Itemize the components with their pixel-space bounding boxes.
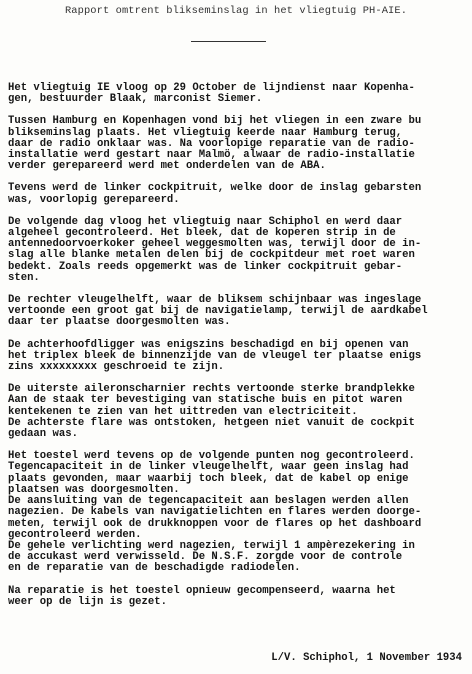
text-line: De uiterste aileronscharnier rechts vertoonde sterke brandplekke [8,383,415,396]
report-paragraph [8,116,466,172]
text-line: sten. [8,271,40,284]
text-line: Na reparatie is het toestel opnieuw gecompenseerd, waarna het [8,584,396,597]
text-line: was, voorlopig gerepareerd. [8,193,180,206]
text-line: nagezien. De kabels van navigatielichten en flares werden doorge- [8,506,422,519]
text-line: De aansluiting van de tegencapaciteit aan beslagen werden allen [8,495,409,508]
text-line: algeheel gecontroleerd. Het bleek, dat de koperen strip in de [8,227,396,240]
text-line: daar ter plaatse doorgesmolten was. [8,316,231,329]
text-line: plaats gevonden, maar waarbij toch bleek, dat de kabel op enige [8,472,409,485]
text-line: Het toestel werd tevens op de volgende punten nog gecontroleerd. [8,450,415,463]
document-title: Rapport omtrent blikseminslag in het vliegtuig PH-AIE. [64,5,408,17]
report-paragraph [8,384,466,440]
report-paragraph [8,295,466,329]
report-paragraph [8,586,466,608]
text-line: blikseminslag plaats. Het vliegtuig keerde naar Hamburg terug, [8,126,403,139]
text-line: installatie werd gestart naar Malmö, alwaar de radio-installatie [8,149,415,162]
text-line: de accukast werd verwisseld. De N.S.F. zorgde voor de controle [8,551,403,564]
text-line: Tevens werd de linker cockpitruit, welke door de inslag gebarsten [8,182,422,195]
report-paragraph [8,340,466,374]
text-line: en de reparatie van de beschadigde radiodelen. [8,562,301,575]
report-paragraph [8,183,466,205]
text-line: Het vliegtuig IE vloog op 29 October de lijndienst naar Kopenha- [8,82,415,94]
text-line: vertoonde een groot gat bij de navigatielamp, terwijl de aardkabel [8,305,428,318]
text-line: De gehele verlichting werd nagezien, terwijl 1 ampèrezekering in [8,539,415,552]
text-line: verder gerepareerd werd met onderdelen van de ABA. [8,160,326,173]
report-paragraph [8,451,466,574]
text-line: antennedoorvoerkoker geheel weggesmolten was, terwijl door de in- [8,238,422,251]
text-line: De volgende dag vloog het vliegtuig naar Schiphol en werd daar [8,215,403,228]
text-line: De achterhoofdligger was enigszins beschadigd en bij openen van [8,338,409,351]
text-line: gedaan was. [8,428,78,441]
text-line: slag alle blanke metalen delen bij de cockpitdeur met roet waren [8,249,415,262]
text-line: bedekt. Zoals reeds opgemerkt was de linker cockpitruit gebar- [8,260,403,273]
signature-line: L/V. Schiphol, 1 November 1934 [271,652,462,664]
text-line: weer op de lijn is gezet. [8,595,167,608]
report-body [8,83,466,619]
report-paragraph [8,217,466,284]
text-line: daar de radio onklaar was. Na voorlopige reparatie van de radio- [8,137,415,150]
text-line: Tegencapaciteit in de linker vleugelhelft, waar geen inslag had [8,461,409,474]
text-line: kentekenen te zien van het uittreden van electriciteit. [8,405,358,418]
text-line: Tussen Hamburg en Kopenhagen vond bij het vliegen in een zware bu [8,115,422,128]
text-line: zins xxxxxxxxx geschroeid te zijn. [8,361,225,374]
text-line: meten, terwijl ook de drukknoppen voor de flares op het dashboard [8,517,422,530]
text-line: gen, bestuurder Blaak, marconist Siemer. [8,93,263,106]
text-line: De rechter vleugelhelft, waar de bliksem schijnbaar was ingeslage [8,294,422,307]
text-line: het triplex bleek de binnenzijde van de vleugel ter plaatse enigs [8,349,422,362]
report-paragraph [8,83,466,105]
title-underline [191,41,266,42]
text-line: gecontroleerd werden. [8,528,142,541]
text-line: plaatsen was doorgesmolten. [8,483,180,496]
text-line: Aan de staak ter bevestiging van statische buis en pitot waren [8,394,403,407]
text-line: De achterste flare was ontstoken, hetgeen niet vanuit de cockpit [8,416,415,429]
